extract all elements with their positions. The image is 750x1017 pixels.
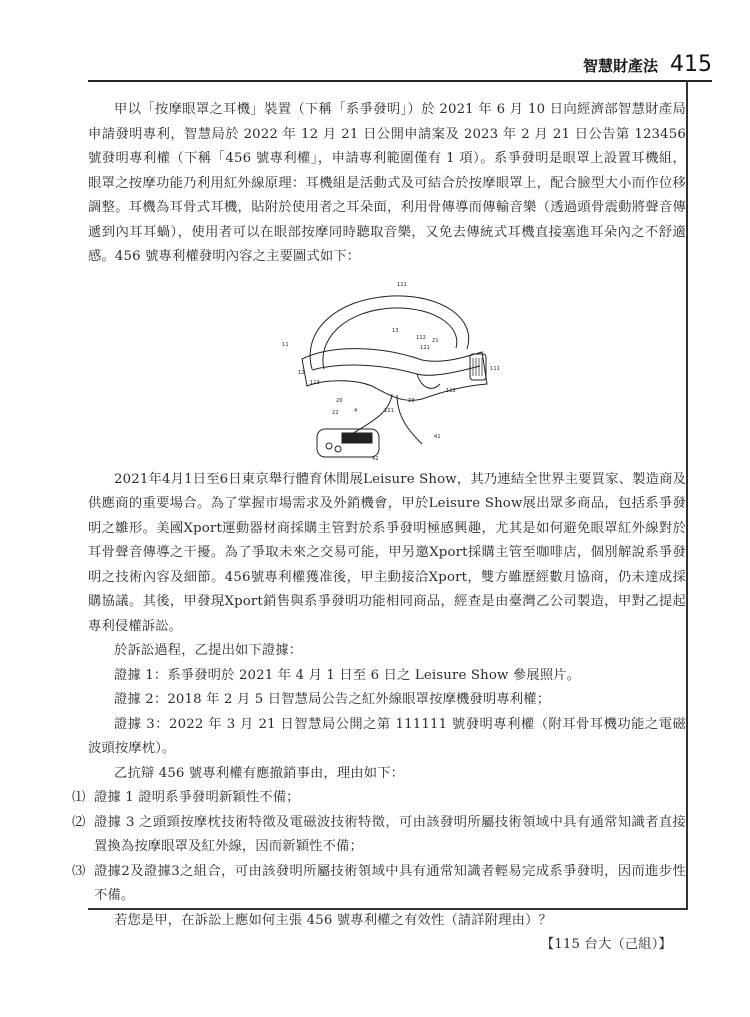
item-number: ⑶: [72, 863, 86, 879]
defense-item: [72, 786, 686, 811]
callout-label: 23: [408, 397, 415, 404]
problem-paragraph-3: 於訴訟過程，乙提出如下證據：: [114, 643, 303, 658]
callout-label: 111: [397, 281, 407, 288]
callout-label: 112: [446, 387, 456, 394]
page-number: 415: [670, 52, 712, 77]
remote-button: [335, 446, 341, 452]
callout-label: 11: [282, 341, 289, 348]
callout-label: 13: [392, 327, 399, 334]
remote-screen: [342, 433, 372, 443]
evidence-1: 證據 1：系爭發明於 2021 年 4 月 1 日至 6 日之 Leisure Show 參展照片。: [114, 667, 581, 683]
callout-label: 22: [332, 409, 339, 416]
evidence-2: 證據 2：2018 年 2 月 5 日智慧局公告之紅外線眼罩按摩機發明專利權；: [114, 692, 551, 707]
callout-label: 112: [416, 334, 426, 341]
evidence-3: 證據 3：2022 年 3 月 21 日智慧局公開之第 111111 號發明專利權（附耳骨耳機功能之電磁波頭按摩枕）。: [88, 716, 686, 756]
item-text: 證據 3 之頭頸按摩枕技術特徵及電磁波技術特徵，可由該發明所屬技術領域中具有通常知識者直接置換為按摩眼罩及紅外線，因而新穎性不備；: [94, 814, 686, 854]
question: 若您是甲，在訴訟上應如何主張 456 號專利權之有效性（請詳附理由）？: [114, 912, 552, 928]
callout-label: 4: [354, 407, 358, 414]
remote-button: [326, 443, 332, 449]
defense-intro: 乙抗辯 456 號專利權有應撤銷事由，理由如下：: [114, 765, 405, 781]
patent-drawing: [88, 274, 686, 464]
item-number: ⑴: [72, 790, 86, 805]
callout-label: 20: [336, 397, 343, 404]
item-number: ⑵: [72, 814, 86, 830]
problem-paragraph-2: 2021年4月1日至6日東京舉行體育休閒展Leisure Show，其乃連結全世界主要買家、製造商及供應商的重要場合。為了掌握市場需求及外銷機會，甲於Leisure Show展出眾多商品，包括系爭發明之雛形。美國Xport運動器材商採購主管對於系爭發明極感興趣，尤其是如何避免眼罩紅外線對於耳骨聲音傳導之干擾。為了爭取未來之交易可能，甲另邀Xport採購主管至咖啡店，個別解說系爭發明之技術內容及細節。456號專利權獲准後，甲主動接洽Xport，雙方雖歷經數月協商，仍未達成採購協議。其後，甲發現Xport銷售與系爭發明功能相同商品，經查是由臺灣乙公司製造，甲對乙提起專利侵權訴訟。: [88, 471, 686, 634]
callout-label: 121: [420, 344, 430, 351]
defense-item: [72, 811, 686, 860]
callout-label: 21: [432, 337, 439, 344]
callout-label: 12: [298, 369, 305, 376]
nose-piece: [417, 374, 440, 388]
callout-label: 41: [434, 433, 441, 440]
item-text: 證據2及證據3之組合，可由該發明所屬技術領域中具有通常知識者輕易完成系爭發明，因而進步性不備。: [94, 863, 686, 903]
problem-paragraph-1: 甲以「按摩眼罩之耳機」裝置（下稱「系爭發明」）於 2021 年 6 月 10 日向經濟部智慧財產局申請發明專利，智慧局於 2022 年 12 月 21 日公開申請案及 2023 年 2 月 21 日公告第 123456 號發明專利權（下稱「456 號專利權」，申請專利範圍僅有 1 項）。系爭發明是眼罩上設置耳機組，眼罩之按摩功能乃利用紅外線原理：耳機組是活動式及可結合於按摩眼罩上，配合臉型大小而作位移調整。耳機為耳骨式耳機，貼附於使用者之耳朵面，利用骨傳導而傳輸音樂（透過頭骨震動將聲音傳遞到內耳耳蝸），使用者可以在眼部按摩同時聽取音樂，又免去傳統式耳機直接塞進耳朵內之不舒適感。456 號專利權發明內容之主要圖式如下：: [88, 102, 686, 264]
mask-ridge: [312, 365, 480, 375]
item-text: 證據 1 證明系爭發明新穎性不備；: [94, 790, 300, 805]
running-title: 智慧財產法: [582, 57, 658, 75]
callout-label: 113: [310, 379, 320, 386]
callout-label: 221: [384, 407, 394, 414]
mask-body: [302, 348, 487, 400]
callout-label: 42: [372, 455, 379, 462]
cable: [352, 394, 392, 434]
running-head: [583, 52, 712, 77]
main-content: [72, 98, 686, 958]
defense-item: [72, 860, 686, 909]
exam-source: 【115 台大（己組）】: [540, 937, 672, 952]
massage-eye-mask-drawing: [272, 274, 502, 462]
callout-label: 111: [490, 365, 500, 372]
